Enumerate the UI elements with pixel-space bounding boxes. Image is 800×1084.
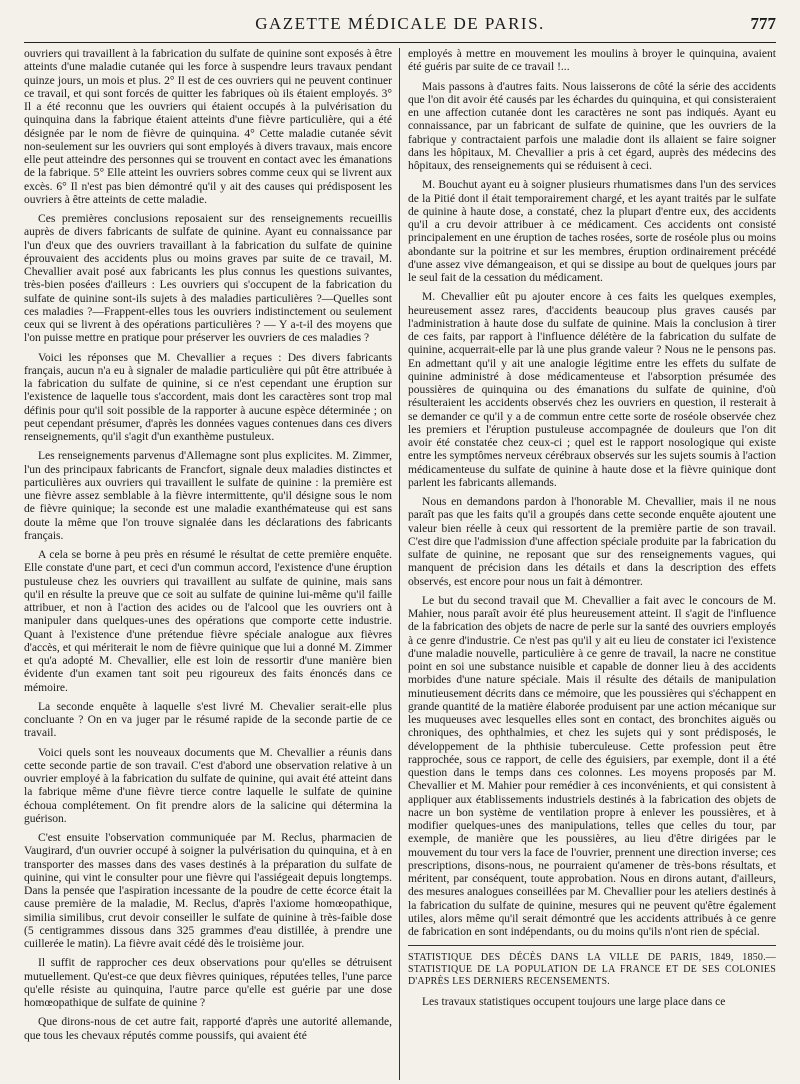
paragraph: Les renseignements parvenus d'Allemagne sont plus explicites. M. Zimmer, l'un des principaux fabricants de Francfort, signale deux maladies distinctes et particulières aux ouvriers qui travaillent le sulfate de quinine : la première est une fièvre assez semblable à la fièvre intermittente, qu'il désigne sous le nom de fièvre quinique; la seconde est une maladie exanthémateuse qui est sans doute la même que l'on trouve signalée dans les déclarations des fabricants français. xyxy=(24,450,392,542)
paragraph: Nous en demandons pardon à l'honorable M. Chevallier, mais il ne nous paraît pas que les faits qu'il a groupés dans cette seconde enquête ajoutent une valeur bien réelle à ceux qui ressortent de la première partie de son travail. C'est dire que l'admission d'une affection spéciale produite par la fabrication du sulfate de quinine, ne reposant que sur des renseignements vagues, qui manquent de précision dans les détails et dans la description des effets observés, est encore pour nous un fait à démontrer. xyxy=(408,496,776,588)
paragraph: Les travaux statistiques occupent toujours une large place dans ce xyxy=(422,996,726,1009)
paragraph: M. Chevallier eût pu ajouter encore à ces faits les quelques exemples, heureusement assez rares, d'accidents beaucoup plus graves causés par l'administration à haute dose du sulfate de quinine. Mais la conclusion à tirer de ces faits, par rapport à l'influence délétère de la fabrication du sulfate de quinine, acquerrait-elle par là une plus grande valeur ? Nous ne le pensons pas. En admettant qu'il y ait une analogie légitime entre les effets du sulfate de quinine administré à dose médicamenteuse et l'absorption présumée des poussières de quinquina ou des émanations du sulfate de quinine, d'où résulteraient les accidents observés chez les ouvriers en question, il resterait à se demander ce qu'il y a de commun entre cette sorte de roséole observée chez les premiers et l'éruption pustuleuse accompagnée de douleurs que l'on dit avoir été constatée chez ceux-ci ; quel est le rapport nosologique qui existe entre les symptômes nerveux cérébraux observés sur les sujets soumis à l'action médicamenteuse du sulfate de quinine à haute dose et la fièvre quinique dont parlent les fabricants allemands. xyxy=(408,291,776,489)
paragraph: Que dirons-nous de cet autre fait, rapporté d'après une autorité allemande, que tous les chevaux réputés comme poussifs, qui avaient été xyxy=(24,1016,392,1042)
paragraph: Mais passons à d'autres faits. Nous laisserons de côté la série des accidents que l'on dit avoir été causés par les échardes du quinquina, et qui consisteraient en une affection cutanée dont les caractères ne sont pas indiqués. Ayant eu connaissance, par un fabricant de sulfate de quinine, que les ouvriers de la fabrique y contractaient parfois une maladie dont ils allaient se faire soigner dans les hôpitaux, M. Chevallier a pris à cet égard, auprès des médecins des hôpitaux, des renseignements qui se réduisent à ceci. xyxy=(408,80,776,172)
section-title: STATISTIQUE DES DÉCÈS DANS LA VILLE DE PARIS, 1849, 1850.—STATISTIQUE DE LA POPULATION DE LA FRANCE ET DE SES COLONIES D'APRÈS LES DERNIERS RECENSEMENTS. xyxy=(408,952,776,988)
paragraph: Voici quels sont les nouveaux documents que M. Chevallier a réunis dans cette seconde partie de son travail. C'est d'abord une observation relative à un ouvrier employé à la fabrication du sulfate de quinine, qui avait été atteint dans la fabrique même d'une fièvre tierce contre laquelle le sulfate de quinine échoua complétement. On fit prendre alors de la salicine qui détermina la guérison. xyxy=(24,746,392,825)
column-divider xyxy=(399,48,400,1080)
paragraph: Ces premières conclusions reposaient sur des renseignements recueillis auprès de divers fabricants de sulfate de quinine. Ayant eu connaissance par l'un d'eux que des ouvriers travaillant à la fabrication du sulfate de quinine éprouvaient des accidents plus ou moins graves par suite de ce travail, M. Chevallier avait posé aux fabricants les plus connus les questions suivantes, très-bien posées d'ailleurs : Les ouvriers qui s'occupent de la fabrication du sulfate de quinine sont-ils sujets à des maladies particulières ?—Quelles sont ces maladies ?—Frappent-elles tous les ouvriers indistinctement ou seulement ceux qui se livrent à des opérations particulières ? — Y a-t-il des moyens que l'on puisse mettre en pratique pour préserver les ouvriers de ces maladies ? xyxy=(24,213,392,345)
running-title: GAZETTE MÉDICALE DE PARIS. xyxy=(255,14,545,33)
paragraph: Il suffit de rapprocher ces deux observations pour qu'elles se détruisent mutuellement. Qu'est-ce que deux fièvres quiniques, réputées telles, l'une parce qu'elle résiste au quinquina, l'autre parce qu'elle est guérie par une dose homœopathique de sulfate de quinine ? xyxy=(24,957,392,1009)
paragraph: employés à mettre en mouvement les moulins à broyer le quinquina, avaient été guéris par suite de ce travail !... xyxy=(408,48,776,74)
paragraph: ouvriers qui travaillent à la fabrication du sulfate de quinine sont exposés à être atteints d'une maladie cutanée qui les force à suspendre leurs travaux pendant quinze jours, un mois et plus. 2° Il est de ces ouvriers qui ne peuvent continuer ce travail, et qui sont forcés de quitter les fabriques où ils étaient employés. 3° Il a été reconnu que les ouvriers qui étaient occupés à la pulvérisation du quinquina dans la fabrique étaient atteints d'une fièvre particulière, qui a été désignée par le nom de fièvre de quinquina. 4° Cette maladie cutanée sévit non-seulement sur les ouvriers qui sont employés à divers travaux, mais encore elle peut atteindre des personnes qui se trouvent en contact avec les émanations de la fabrique. 5° Elle atteint les ouvriers sobres comme ceux qui se livrent aux excès. 6° Il n'est pas bien démontré qu'il y ait des causes qui prédisposent les ouvriers à être atteints de cette maladie. xyxy=(24,48,392,206)
paragraph: C'est ensuite l'observation communiquée par M. Reclus, pharmacien de Vaugirard, d'un ouvrier occupé à soigner la pulvérisation du quinquina, et à en transporter des masses dans des vases destinés à la préparation du sulfate de quinine, qui vint le consulter pour une fièvre qui l'assiégeait depuis longtemps. Dans la pensée que l'aspiration incessante de la poudre de cette écorce était la cause première de la maladie, M. Reclus, d'après l'axiome homœopathique, similia similibus, crut devoir conseiller le sulfate de quinine à très-faible dose (5 centigrammes dissous dans 325 grammes d'eau distillée, à prendre une cuillerée le matin). La fièvre avait cédé dès le troisième jour. xyxy=(24,832,392,950)
section-divider xyxy=(408,945,776,946)
left-column xyxy=(24,48,392,1080)
right-column xyxy=(408,48,776,1080)
paragraph: M. Bouchut ayant eu à soigner plusieurs rhumatismes dans l'un des services de la Pitié dont il était temporairement chargé, et les ayant traités par le sulfate de quinine à haute dose, a constaté, chez la plupart d'entre eux, des accidents qu'il a cru devoir attribuer à ce médicament. Ces accidents ont consisté principalement en une éruption de taches rosées, sorte de roséole plus ou moins abondante sur la poitrine et sur les membres, éruption ordinairement précédé d'une assez vive démangeaison, et qui se dissipe au bout de quelques jours par le seul fait de la cessation du médicament. xyxy=(408,179,776,284)
paragraph: Le but du second travail que M. Chevallier a fait avec le concours de M. Mahier, nous paraît avoir été plus heureusement atteint. Il s'agit de l'influence de la fabrication des objets de nacre de perle sur la santé des ouvriers employés à ce genre d'industrie. Ce n'est pas qu'il y ait eu lieu de constater ici l'existence d'une maladie nouvelle, particulière à ce genre de travail, la nacre ne constitue point en soi une substance nuisible et capable de donner lieu à des accidents morbides d'une nature spéciale. Mais il résulte des détails de manipulation minutieusement décrits dans ce mémoire, que les poussières qui s'échappent en grande quantité de la matière élaborée produisent par une action mécanique sur les muqueuses avec lesquelles elles sont en contact, des bronchites aiguës ou chroniques, des ophthalmies, et chez les sujets qui y sont prédisposés, le développement de la phthisie tuberculeuse. Cette profession peut être rapprochée, sous ce rapport, de celle des éguisiers, par exemple, dont il a été question dans le temps dans ces colonnes. Les moyens proposés par M. Chevallier et M. Mahier pour remédier à ces inconvénients, et qui consistent à appliquer aux établissements industriels destinés à la fabrication des objets de nacre un bon système de ventilation propre à enlever les poussières, et à modifier quelques-unes des manipulations, telles que celles du tour, par exemple, de manière que les poussières, au lieu d'être dirigées par le mouvement du tour vers la face de l'ouvrier, prennent une direction inverse; ces prescriptions, disons-nous, ne pourraient qu'amener de très-bons résultats, et méritent, par conséquent, toute approbation. Nous en dirons autant, d'ailleurs, des mesures analogues conseillées par M. Chevallier pour les ateliers destinés à la fabrication du sulfate de quinine, mesures qui ne peuvent qu'être également utiles, alors même qu'il serait démontré que les accidents attribués à ce genre de fabrication en sont indépendants, ou du moins qu'ils n'ont rien de spécial. xyxy=(408,594,776,938)
paragraph: Voici les réponses que M. Chevallier a reçues : Des divers fabricants français, aucun n'a eu à signaler de maladie particulière qui pût être attribuée à la fabrication du sulfate de quinine, si ce n'est cependant une éruption sur l'existence de laquelle tous s'accordent, mais dont les caractères sont trop mal définis pour qu'il soit possible de la rapporter à aucune espèce déterminée ; on peut cependant présumer, d'après les données vagues contenues dans ces divers renseignements, qu'il s'agit d'un exanthème pustuleux. xyxy=(24,351,392,443)
paragraph: La seconde enquête à laquelle s'est livré M. Chevalier serait-elle plus concluante ? On en va juger par le résumé rapide de la seconde partie de ce travail. xyxy=(24,700,392,740)
page-number: 777 xyxy=(750,14,776,33)
page-header xyxy=(24,10,776,43)
paragraph: A cela se borne à peu près en résumé le résultat de cette première enquête. Elle constate d'une part, et ceci d'un commun accord, l'existence d'une éruption pustuleuse chez les ouvriers qui travaillent au sulfate de quinine, mais sans qu'il en résulte la preuve que ce soit au sulfate de quinine lui-même qu'il faille attribuer, et non à l'action des acides ou de l'alcool que les ouvriers ont à manipuler dans quelques-unes des opérations que comporte cette industrie. Quant à l'existence d'une prétendue fièvre spéciale analogue aux fièvres d'accès, et qui mériterait le nom de fièvre quinique que lui a donné M. Zimmer et qu'a adopté M. Chevallier, elle est loin de ressortir d'une manière bien évidente d'un examen tant soit peu rigoureux des faits énoncés dans ce mémoire. xyxy=(24,549,392,694)
